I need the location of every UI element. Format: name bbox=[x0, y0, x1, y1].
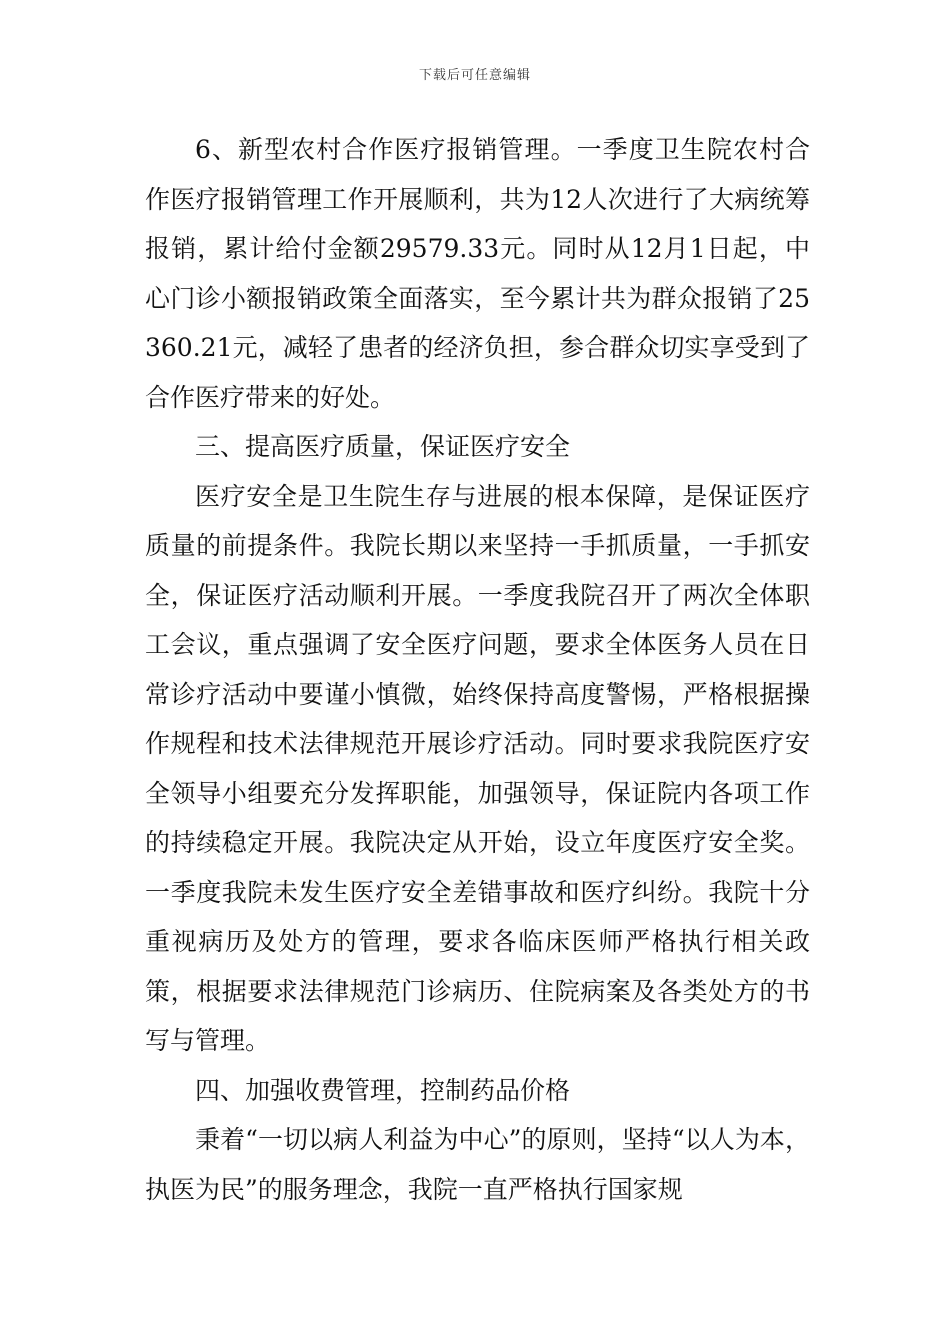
document-body bbox=[145, 125, 810, 1214]
section-heading-fee-management: 四、加强收费管理，控制药品价格 bbox=[195, 1075, 571, 1105]
paragraph-medical-safety: 医疗安全是卫生院生存与进展的根本保障，是保证医疗质量的前提条件。我院长期以来坚持一手抓质量，一手抓安全，保证医疗活动顺利开展。一季度我院召开了两次全体职工会议，重点强调了安全医疗问题，要求全体医务人员在日常诊疗活动中要谨小慎微，始终保持高度警惕，严格根据操作规程和技术法律规范开展诊疗活动。同时要求我院医疗安全领导小组要充分发挥职能，加强领导，保证院内各项工作的持续稳定开展。我院决定从开始，设立年度医疗安全奖。一季度我院未发生医疗安全差错事故和医疗纠纷。我院十分重视病历及处方的管理，要求各临床医师严格执行相关政策，根据要求法律规范门诊病历、住院病案及各类处方的书写与管理。 bbox=[145, 481, 810, 1055]
paragraph-patient-interest: 秉着“一切以病人利益为中心”的原则，坚持“以人为本，执医为民”的服务理念，我院一直严格执行国家规 bbox=[145, 1125, 810, 1204]
section-heading-medical-quality-safety: 三、提高医疗质量，保证医疗安全 bbox=[195, 432, 571, 461]
page-header-note: 下载后可任意编辑 bbox=[418, 68, 531, 83]
paragraph-rural-cooperative-medical-reimbursement: 6、新型农村合作医疗报销管理。一季度卫生院农村合作医疗报销管理工作开展顺利，共为12人次进行了大病统筹报销，累计给付金额29579.33元。同时从12月1日起，中心门诊小额报销政策全面落实，至今累计共为群众报销了25360.21元，减轻了患者的经济负担，参合群众切实享受到了合作医疗带来的好处。 bbox=[145, 135, 810, 412]
